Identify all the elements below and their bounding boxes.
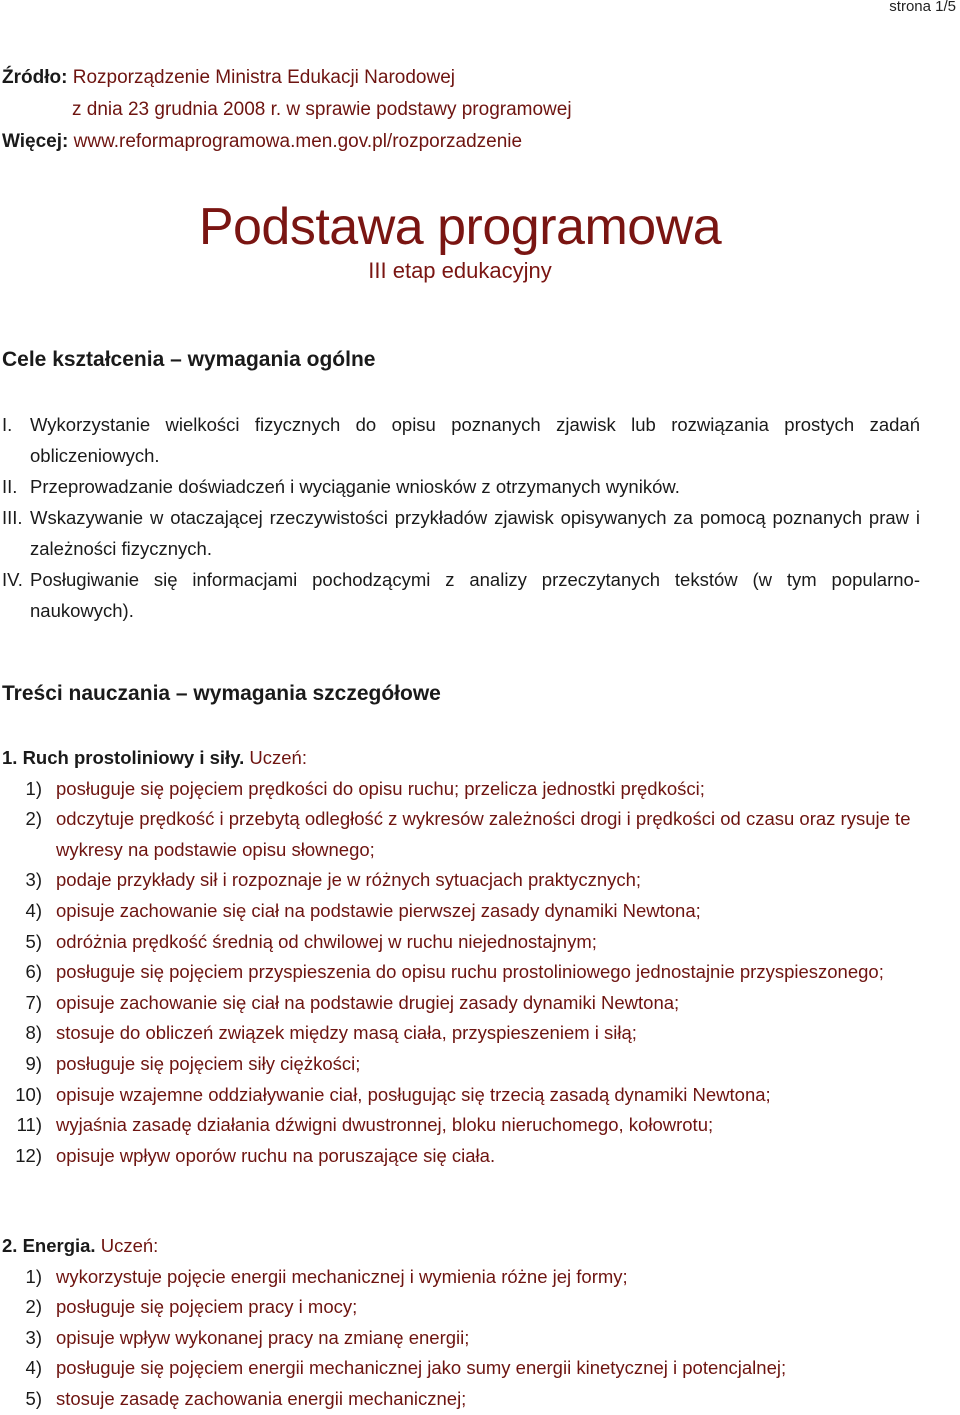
page-number: strona 1/5 [889, 0, 956, 15]
item-text: wykorzystuje pojęcie energii mechanicznej i wymienia różne jej formy; [56, 1265, 628, 1287]
item-text: opisuje zachowanie się ciał na podstawie drugiej zasady dynamiki Newtona; [56, 991, 680, 1013]
item-text: wyjaśnia zasadę działania dźwigni dwustronnej, bloku nieruchomego, kołowrotu; [56, 1114, 714, 1136]
source-date-line: z dnia 23 grudnia 2008 r. w sprawie podstawy programowej [72, 99, 572, 120]
list-item [2, 1141, 922, 1172]
requirements-list [2, 774, 922, 1172]
list-item [2, 1384, 922, 1415]
goal-item [2, 471, 920, 502]
list-item [2, 896, 922, 927]
item-number: 3) [25, 869, 42, 891]
goal-number: I. [2, 414, 13, 435]
list-item [2, 1110, 922, 1141]
section-energy [2, 1231, 922, 1415]
page-subtitle: III etap edukacyjny [368, 258, 552, 283]
item-text: opisuje wpływ oporów ruchu na poruszające się ciała. [56, 1144, 496, 1166]
list-item [2, 865, 922, 896]
more-label: Więcej: [2, 131, 69, 152]
section-title: 2. Energia. [2, 1235, 96, 1256]
item-text: odczytuje prędkość i przebytą odległość z wykresów zależności drogi i prędkości od czasu oraz rysuje te wykresy na podstawie opisu słownego; [56, 808, 911, 860]
section-heading [2, 1231, 922, 1262]
list-item [2, 1353, 922, 1384]
goal-text: Wykorzystanie wielkości fizycznych do opisu poznanych zjawisk lub rozwiązania prostych zadań obliczeniowych. [30, 414, 920, 466]
list-item [2, 1018, 922, 1049]
section-heading [2, 743, 922, 774]
item-number: 12) [15, 1144, 42, 1166]
item-text: opisuje wpływ wykonanej pracy na zmianę energii; [56, 1326, 470, 1348]
source-label: Źródło: [2, 67, 68, 88]
goal-text: Wskazywanie w otaczającej rzeczywistości przykładów zjawisk opisywanych za pomocą poznanych praw i zależności fizycznych. [30, 507, 920, 559]
goals-list [2, 409, 920, 626]
item-text: odróżnia prędkość średnią od chwilowej w ruchu niejednostajnym; [56, 930, 597, 952]
more-link[interactable]: www.reformaprogramowa.men.gov.pl/rozporzadzenie [73, 131, 523, 152]
section-motion [2, 743, 922, 1171]
list-item [2, 1262, 922, 1293]
item-number: 1) [25, 1265, 42, 1287]
section-student-label: Uczeń: [249, 747, 307, 768]
page-title: Podstawa programowa [198, 198, 722, 256]
list-item [2, 927, 922, 958]
item-text: stosuje do obliczeń związek między masą ciała, przyspieszeniem i siłą; [56, 1022, 637, 1044]
goal-item [2, 564, 920, 626]
goal-text: Przeprowadzanie doświadczeń i wyciąganie wniosków z otrzymanych wyników. [30, 476, 680, 497]
list-item [2, 1323, 922, 1354]
source-line [2, 62, 572, 94]
goals-heading: Cele kształcenia – wymagania ogólne [2, 348, 376, 371]
list-item [2, 774, 922, 805]
list-item [2, 988, 922, 1019]
list-item [2, 1049, 922, 1080]
item-number: 2) [25, 1296, 42, 1318]
item-number: 10) [15, 1083, 42, 1105]
goal-number: III. [2, 507, 23, 528]
item-number: 5) [25, 930, 42, 952]
item-text: posługuje się pojęciem przyspieszenia do opisu ruchu prostoliniowego jednostajnie przyspieszonego; [56, 961, 884, 983]
list-item [2, 957, 922, 988]
item-text: stosuje zasadę zachowania energii mechanicznej; [56, 1387, 467, 1409]
item-text: posługuje się pojęciem pracy i mocy; [56, 1296, 358, 1318]
item-number: 2) [25, 808, 42, 830]
item-text: opisuje zachowanie się ciał na podstawie pierwszej zasady dynamiki Newtona; [56, 899, 701, 921]
section-student-label: Uczeń: [100, 1235, 159, 1256]
item-number: 1) [25, 777, 42, 799]
item-text: posługuje się pojęciem siły ciężkości; [56, 1052, 361, 1074]
item-number: 4) [25, 1357, 42, 1379]
source-regulation: Rozporządzenie Ministra Edukacji Narodowej [72, 67, 456, 88]
source-block [2, 62, 572, 158]
content-heading: Treści nauczania – wymagania szczegółowe [2, 682, 441, 705]
requirements-list [2, 1262, 922, 1415]
item-number: 3) [25, 1326, 42, 1348]
goal-item [2, 409, 920, 471]
list-item [2, 804, 922, 865]
item-number: 5) [25, 1387, 42, 1409]
item-number: 4) [25, 899, 42, 921]
item-number: 6) [25, 961, 42, 983]
item-text: posługuje się pojęciem energii mechanicznej jako sumy energii kinetycznej i potencjalnej; [56, 1357, 787, 1379]
more-line [2, 126, 572, 158]
goal-number: IV. [2, 569, 23, 590]
goal-text: Posługiwanie się informacjami pochodzącymi z analizy przeczytanych tekstów (w tym popularno-naukowych). [30, 569, 920, 621]
item-text: podaje przykłady sił i rozpoznaje je w różnych sytuacjach praktycznych; [56, 869, 642, 891]
list-item [2, 1292, 922, 1323]
item-number: 11) [16, 1114, 42, 1136]
item-number: 9) [25, 1052, 42, 1074]
item-number: 8) [25, 1022, 42, 1044]
section-title: 1. Ruch prostoliniowy i siły. [2, 747, 245, 768]
item-number: 7) [25, 991, 42, 1013]
goal-item [2, 502, 920, 564]
goal-number: II. [2, 476, 18, 497]
item-text: opisuje wzajemne oddziaływanie ciał, posługując się trzecią zasadą dynamiki Newtona; [56, 1083, 771, 1105]
item-text: posługuje się pojęciem prędkości do opisu ruchu; przelicza jednostki prędkości; [56, 777, 705, 799]
list-item [2, 1080, 922, 1111]
